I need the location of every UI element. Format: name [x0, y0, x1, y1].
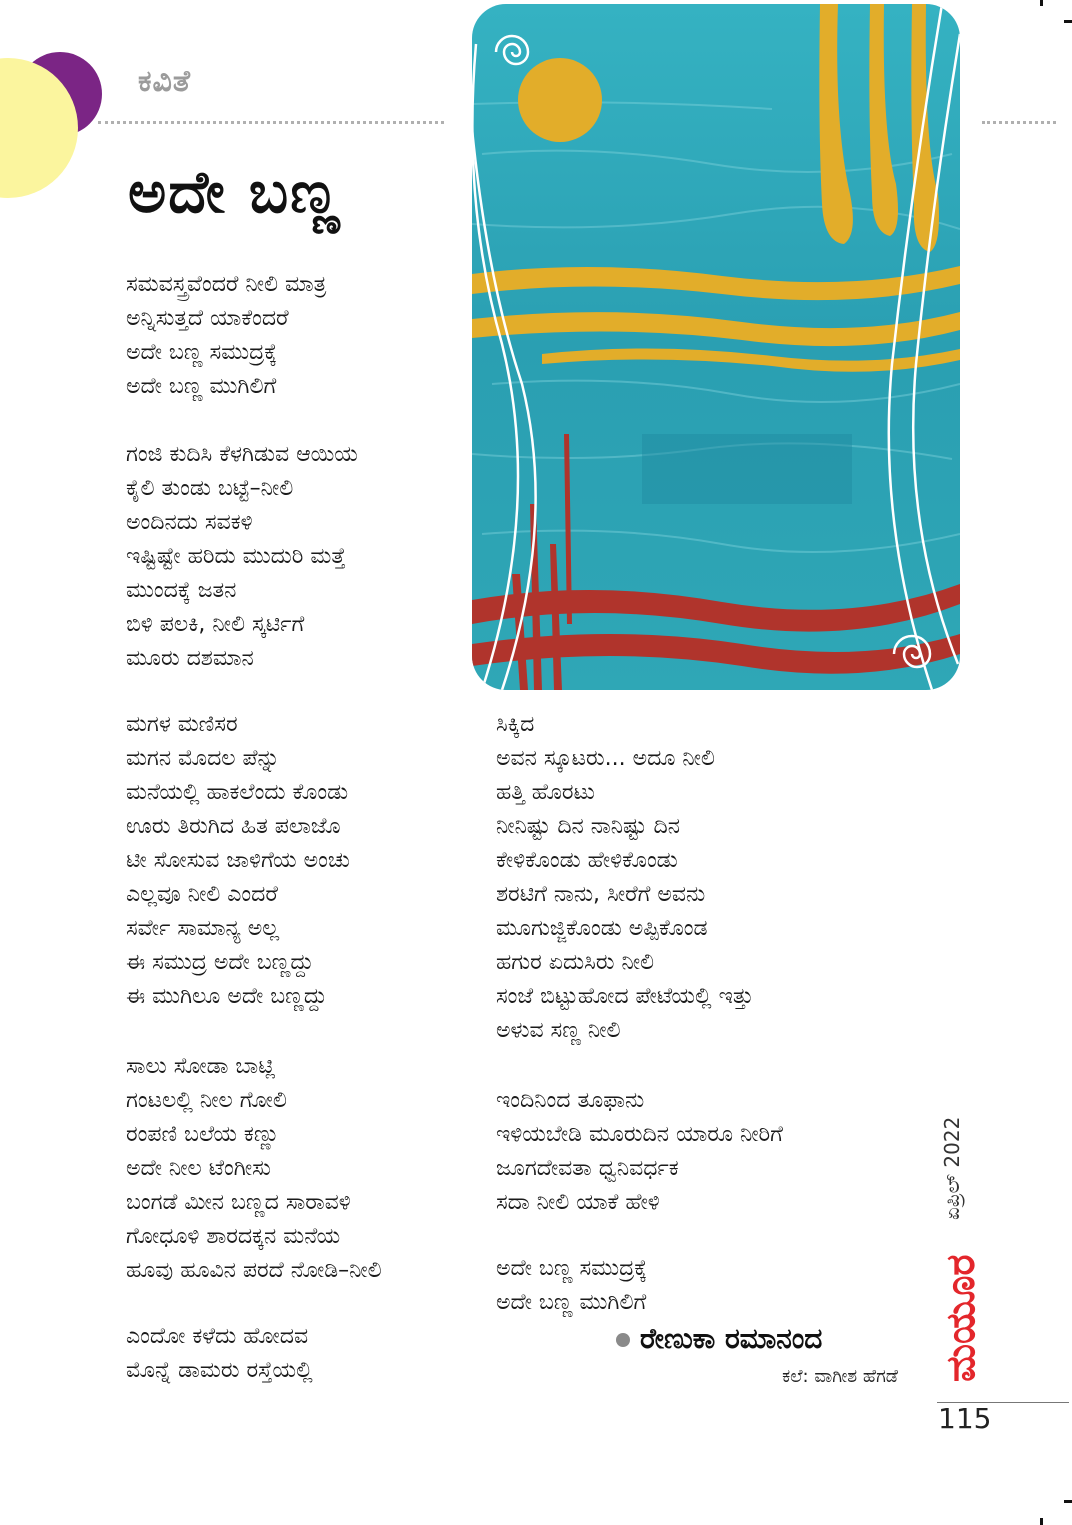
poem-line: ಅಂದಿನದು ಸವಕಳಿ [126, 510, 253, 535]
art-credit: ಕಲೆ: ವಾಗೀಶ ಹೆಗಡೆ [782, 1366, 898, 1387]
section-label: ಕವಿತೆ [138, 64, 191, 99]
poem-line: ಹತ್ತಿ ಹೊರಟು [496, 780, 595, 805]
crop-mark [1040, 0, 1043, 6]
poem-line: ಎಲ್ಲವೂ ನೀಲಿ ಎಂದರೆ [126, 882, 278, 907]
poem-line: ಗಂಜಿ ಕುದಿಸಿ ಕೆಳಗಿಡುವ ಆಯಿಯ [126, 442, 358, 467]
poem-line: ಅಳುವ ಸಣ್ಣ ನೀಲಿ [496, 1018, 621, 1043]
poem-line: ಮೂರು ದಶಮಾನ [126, 646, 254, 671]
poem-line: ಅವನ ಸ್ಕೂಟರು... ಅದೂ ನೀಲಿ [496, 746, 715, 771]
poem-line: ಇಷ್ಟಿಷ್ಟೇ ಹರಿದು ಮುದುರಿ ಮತ್ತೆ [126, 544, 346, 569]
poem-line: ಈ ಸಮುದ್ರ ಅದೇ ಬಣ್ಣದ್ದು [126, 950, 314, 975]
dotted-divider [98, 121, 444, 124]
poem-line: ಇಂದಿನಿಂದ ತೂಫಾನು [496, 1088, 645, 1113]
poem-line: ಮುಂದಕ್ಕೆ ಜತನ [126, 578, 237, 603]
poem-line: ಅದೇ ನೀಲ ಟೆಂಗೀಸು [126, 1156, 271, 1181]
poem-line: ಅದೇ ಬಣ್ಣ ಮುಗಿಲಿಗೆ [496, 1290, 647, 1315]
poem-line: ಹೂವು ಹೂವಿನ ಪರದೆ ನೋಡಿ–ನೀಲಿ [126, 1258, 382, 1283]
author-name: ರೇಣುಕಾ ರಮಾನಂದ [640, 1322, 823, 1355]
poem-stanza-8 [496, 1252, 647, 1320]
poem-line: ನೀನಿಷ್ಟು ದಿನ ನಾನಿಷ್ಟು ದಿನ [496, 814, 680, 839]
poem-line: ಹಗುರ ಏದುಸಿರು ನೀಲಿ [496, 950, 655, 975]
author-byline [616, 1322, 822, 1356]
bullet-dot [616, 1333, 630, 1347]
crop-mark [1064, 20, 1072, 23]
poem-stanza-2 [126, 438, 358, 676]
poem-stanza-7 [496, 1084, 783, 1220]
poem-stanza-6 [496, 708, 753, 1048]
poem-line: ಎಂದೋ ಕಳೆದು ಹೋದವ [126, 1324, 309, 1349]
poem-line: ಮಗನ ಮೊದಲ ಪೆನ್ನು [126, 746, 280, 771]
poem-line: ಅದೇ ಬಣ್ಣ ಸಮುದ್ರಕ್ಕೆ [126, 340, 278, 365]
poem-line: ಸಾಲು ಸೋಡಾ ಬಾಟ್ಲಿ [126, 1054, 276, 1079]
crop-mark [1064, 1500, 1072, 1503]
poem-line: ಮಗಳ ಮಣಿಸರ [126, 712, 238, 737]
poem-line: ಸಮವಸ್ತ್ರವೆಂದರೆ ನೀಲಿ ಮಾತ್ರ [126, 272, 327, 297]
poem-line: ಅದೇ ಬಣ್ಣ ಮುಗಿಲಿಗೆ [126, 374, 277, 399]
poem-line: ಬಂಗಡೆ ಮೀನ ಬಣ್ಣದ ಸಾರಾವಳಿ [126, 1190, 351, 1215]
poem-line: ಅದೇ ಬಣ್ಣ ಸಮುದ್ರಕ್ಕೆ [496, 1256, 648, 1281]
poem-line: ಇಳಿಯಬೇಡಿ ಮೂರುದಿನ ಯಾರೂ ನೀರಿಗೆ [496, 1122, 783, 1147]
poem-stanza-4 [126, 1050, 382, 1288]
poem-line: ಸದಾ ನೀಲಿ ಯಾಕೆ ಹೇಳಿ [496, 1190, 660, 1215]
poem-line: ಸಂಜೆ ಬಿಟ್ಟುಹೋದ ಪೇಟೆಯಲ್ಲಿ ಇತ್ತು [496, 984, 754, 1009]
poem-line: ಗಂಟಲಲ್ಲಿ ನೀಲ ಗೋಲಿ [126, 1088, 287, 1113]
poem-line: ಮನೆಯಲ್ಲಿ ಹಾಕಲೆಂದು ಕೊಂಡು [126, 780, 349, 805]
poem-line: ಕೇಳಿಕೊಂಡು ಹೇಳಿಕೊಂಡು [496, 848, 678, 873]
poem-stanza-3 [126, 708, 350, 1014]
poem-line: ಅನ್ನಿಸುತ್ತದೆ ಯಾಕೆಂದರೆ [126, 306, 289, 331]
dotted-divider [982, 121, 1056, 124]
poem-line: ಸರ್ವೇ ಸಾಮಾನ್ಯ ಅಲ್ಲ [126, 916, 280, 941]
poem-line: ಕೈಲಿ ತುಂಡು ಬಟ್ಟೆ–ನೀಲಿ [126, 476, 294, 501]
page-number: 115 [938, 1402, 992, 1435]
poem-line: ರಂಪಣಿ ಬಲೆಯ ಕಣ್ಣು [126, 1122, 280, 1147]
crop-mark [1040, 1518, 1043, 1525]
poem-line: ಮೊನ್ನೆ ಡಾಮರು ರಸ್ತೆಯಲ್ಲಿ [126, 1358, 313, 1383]
poem-illustration [472, 4, 960, 690]
poem-line: ಸಿಕ್ಕಿದ [496, 712, 535, 737]
poem-title: ಅದೇ ಬಣ್ಣ [128, 158, 342, 226]
poem-line: ಗೋಧೂಳಿ ಶಾರದಕ್ಕನ ಮನೆಯ [126, 1224, 341, 1249]
poem-line: ಬಿಳಿ ಪಲಕಿ, ನೀಲಿ ಸ್ಕರ್ಟಿಗೆ [126, 612, 305, 637]
poem-stanza-5 [126, 1320, 313, 1388]
poem-line: ಟೀ ಸೋಸುವ ಜಾಳಿಗೆಯ ಅಂಚು [126, 848, 350, 873]
magazine-logo: ಮಯೂರ [938, 1254, 984, 1382]
issue-date: ಏಪ್ರಿಲ್ 2022 [940, 1116, 964, 1220]
poem-line: ಜೂಗದೇವತಾ ಧ್ವನಿವರ್ಧಕ [496, 1156, 679, 1181]
poem-stanza-1 [126, 268, 326, 404]
poem-line: ಶರಟಿಗೆ ನಾನು, ಸೀರೆಗೆ ಅವನು [496, 882, 706, 907]
poem-line: ಊರು ತಿರುಗಿದ ಹಿತ ಪಲಾಜೊ [126, 814, 341, 839]
poem-line: ಮೂಗುಜ್ಜಿಕೊಂಡು ಅಪ್ಪಿಕೊಂಡ [496, 916, 708, 941]
poem-line: ಈ ಮುಗಿಲೂ ಅದೇ ಬಣ್ಣದ್ದು [126, 984, 328, 1009]
